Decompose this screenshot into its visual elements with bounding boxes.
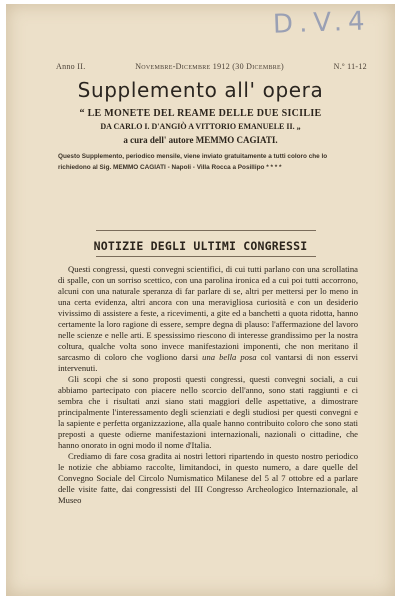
issue-number: N.º 11-12: [333, 62, 367, 71]
article-body: [58, 264, 358, 506]
paragraph: [58, 374, 358, 451]
divider-top: [96, 230, 316, 231]
notice-text: Questo Supplemento, periodico mensile, viene inviato gratuitamente a tutti coloro che lo richiedono al Sig. MEMMO CAGIATI - Napoli - Villa Rocca a Posillipo * * * *: [58, 153, 328, 171]
curator-line: a cura dell' autore MEMMO CAGIATI.: [123, 135, 278, 145]
issue-meta: [56, 62, 367, 71]
paragraph: [58, 451, 358, 506]
issue-year: Anno II.: [56, 62, 86, 71]
subtitle-range: DA CARLO I. D'ANGIÒ A VITTORIO EMANUELE II. „: [100, 122, 301, 131]
paragraph-text: Questi congressi, questi convegni scientifici, di cui tutti parlano con una scrollatina di spalle, con un sorriso scettico, con una parolina ironica ed a cui poi tutti accorrono, alcuni con una naturale speranza di far parlare di se, altri per mettersi per lo meno in una certa evidenza, altri ancora con una meravigliosa curiosità e con un desiderio vivissimo di assistere a feste, a ricevimenti, a gite ed a banchetti a quota ridotta, hanno certamente la loro ragione di essere, sempre degna di plauso: l'affermazione del lavoro nelle scienze e nelle arti. E spessissimo riescono di interesse grandissimo per la nostra coltura, qualche volta sono invece manifestazioni imponenti, che non meritano il sarcasmo di coloro che vogliono darsi: [58, 264, 358, 362]
page-title: Supplemento all' opera: [77, 78, 324, 102]
subtitle: “ LE MONETE DEL REAME DELLE DUE SICILIE: [79, 108, 322, 119]
document-page: [6, 4, 395, 596]
divider-bottom: [96, 256, 316, 257]
issue-date: Novembre-Dicembre 1912 (30 Dicembre): [135, 62, 284, 71]
emphasis-text: una bella posa: [202, 352, 257, 362]
paragraph-text: Crediamo di fare cosa gradita ai nostri lettori ripartendo in questo nostro periodico le notizie che abbiamo raccolte, limitandoci, in questo numero, a dare quelle del Convegno Sociale del Circolo Numismatico Milanese del 5 al 7 ottobre ed a parlare delle visite fatte, dai congressisti del III Congresso Archeologico Internazionale, al Museo: [58, 451, 358, 505]
section-heading: NOTIZIE DEGLI ULTIMI CONGRESSI: [93, 239, 308, 253]
handwritten-stamp: D.V.4: [272, 6, 372, 40]
paragraph-text: Gli scopi che si sono proposti questi congressi, questi convegni sociali, a cui abbiamo partecipato con piacere nello scorcio dell'anno, sono stati raggiunti e ci sembra che i risultati anzi siano stati maggiori delle aspettative, a dimostrare principalmente l'interessamento degli scienziati e degli studiosi per questi convegni e la sapiente e perfetta organizzazione, alla quale hanno contribuito coloro che sono stati preposti a queste odierne manifestazioni internazionali, nazionali o cittadine, che hanno onorato in ogni modo il nome d'Italia.: [58, 374, 358, 450]
paragraph: [58, 264, 358, 374]
paragraph-text: col vantarsi di non esservi intervenuti.: [58, 352, 358, 373]
